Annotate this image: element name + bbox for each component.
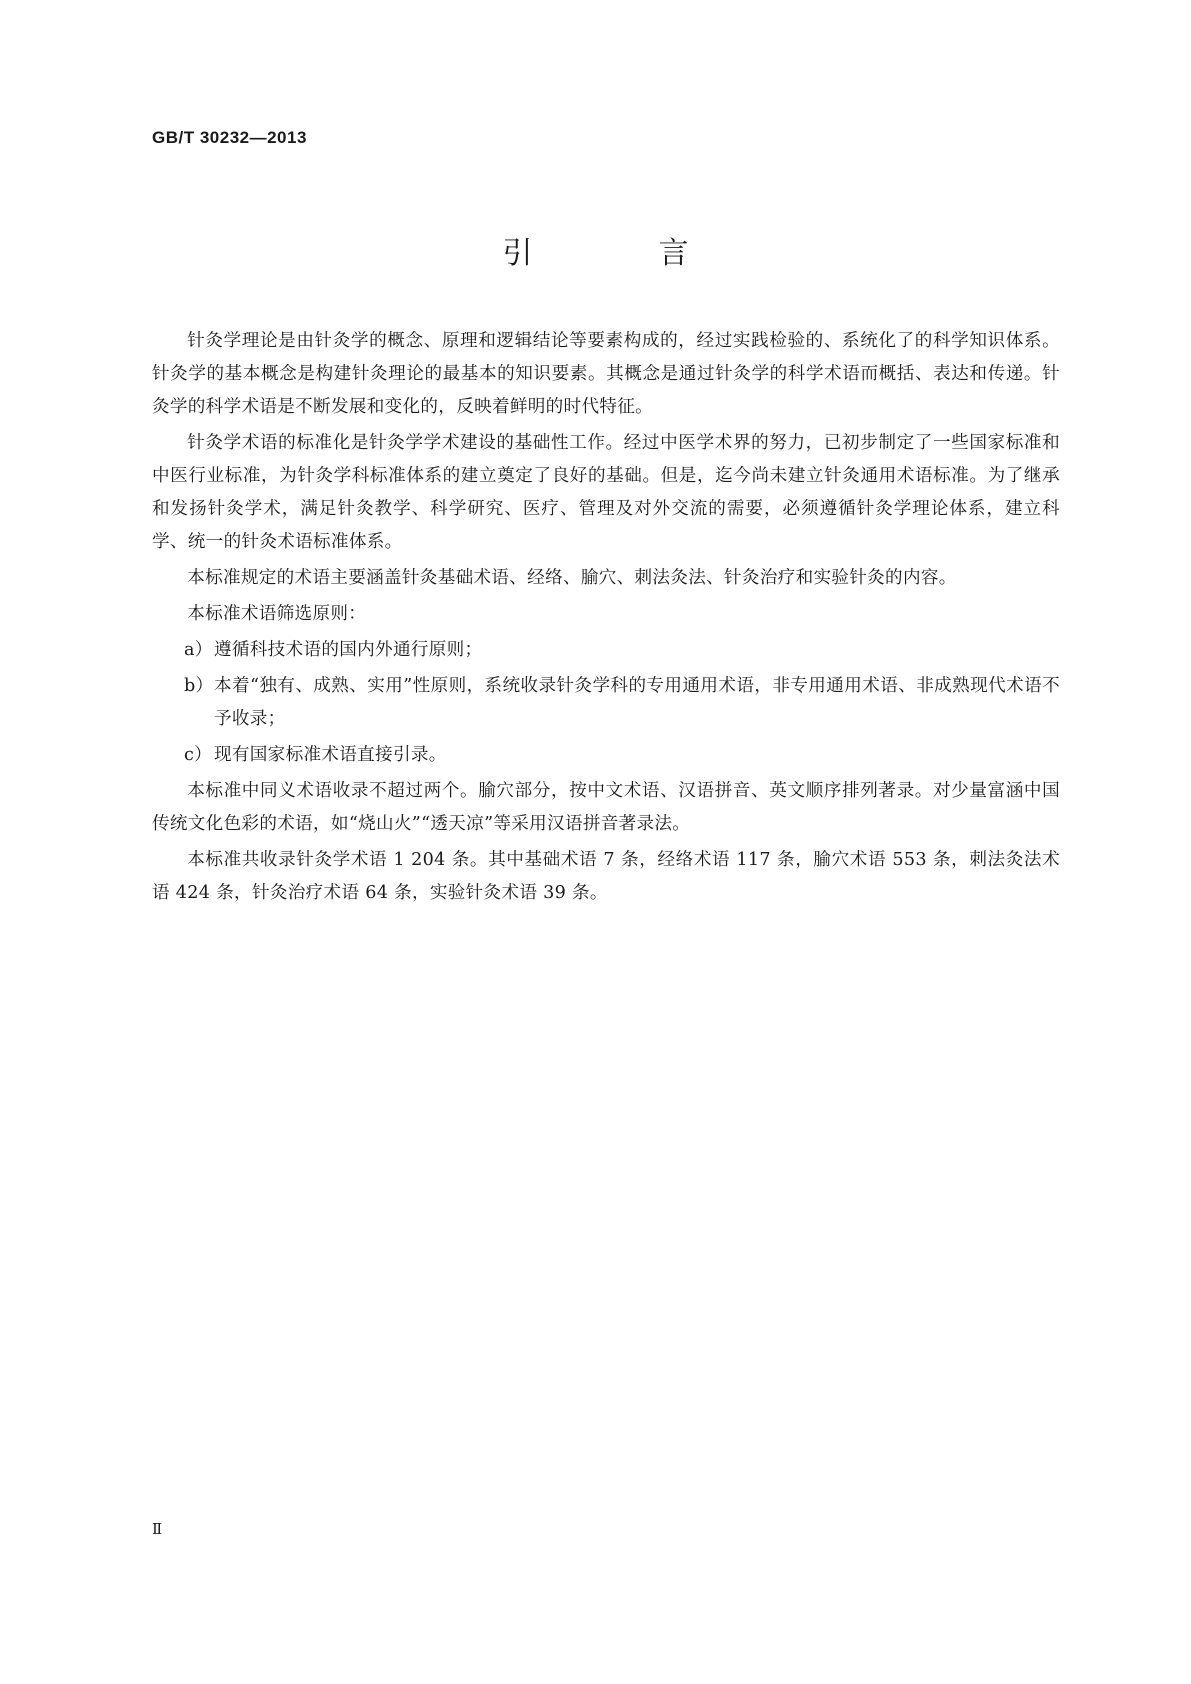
principle-text: 本着“独有、成熟、实用”性原则，系统收录针灸学科的专用通用术语，非专用通用术语、非成熟现代术语不予收录；: [214, 676, 1060, 729]
page-number: Ⅱ: [152, 1520, 163, 1538]
paragraph-principles-intro: 本标准术语筛选原则：: [187, 604, 367, 624]
paragraph-term-counts: 本标准共收录针灸学术语 1 204 条。其中基础术语 7 条，经络术语 117 条，腧穴术语 553 条，刺法灸法术语 424 条，针灸治疗术语 64 条，实验针灸术语 39 条。: [152, 850, 1060, 903]
principle-item-a: [152, 634, 1060, 667]
standard-code: GB/T 30232—2013: [152, 128, 307, 147]
principle-item-c: [152, 739, 1060, 772]
list-marker: a）: [184, 640, 213, 660]
principle-item-b: [152, 670, 1060, 736]
list-marker: c）: [184, 745, 213, 765]
paragraph-scope: 本标准规定的术语主要涵盖针灸基础术语、经络、腧穴、刺法灸法、针灸治疗和实验针灸的内容。: [187, 568, 957, 588]
principle-text: 现有国家标准术语直接引录。: [214, 745, 447, 765]
paragraph-standardization: 针灸学术语的标准化是针灸学学术建设的基础性工作。经过中医学术界的努力，已初步制定了一些国家标准和中医行业标准，为针灸学科标准体系的建立奠定了良好的基础。但是，迄今尚未建立针灸通用术语标准。为了继承和发扬针灸学术，满足针灸教学、科学研究、医疗、管理及对外交流的需要，必须遵循针灸学理论体系，建立科学、统一的针灸术语标准体系。: [152, 433, 1060, 552]
paragraph-theory: 针灸学理论是由针灸学的概念、原理和逻辑结论等要素构成的，经过实践检验的、系统化了的科学知识体系。针灸学的基本概念是构建针灸理论的最基本的知识要素。其概念是通过针灸学的科学术语而概括、表达和传递。针灸学的科学术语是不断发展和变化的，反映着鲜明的时代特征。: [152, 331, 1060, 417]
paragraph-synonyms: 本标准中同义术语收录不超过两个。腧穴部分，按中文术语、汉语拼音、英文顺序排列著录。对少量富涵中国传统文化色彩的术语，如“烧山火”“透天凉”等采用汉语拼音著录法。: [152, 781, 1060, 834]
principle-text: 遵循科技术语的国内外通行原则；: [214, 640, 483, 660]
page-title: 引 言: [502, 236, 737, 271]
introduction-body: [152, 325, 1060, 913]
list-marker: b）: [184, 676, 214, 696]
